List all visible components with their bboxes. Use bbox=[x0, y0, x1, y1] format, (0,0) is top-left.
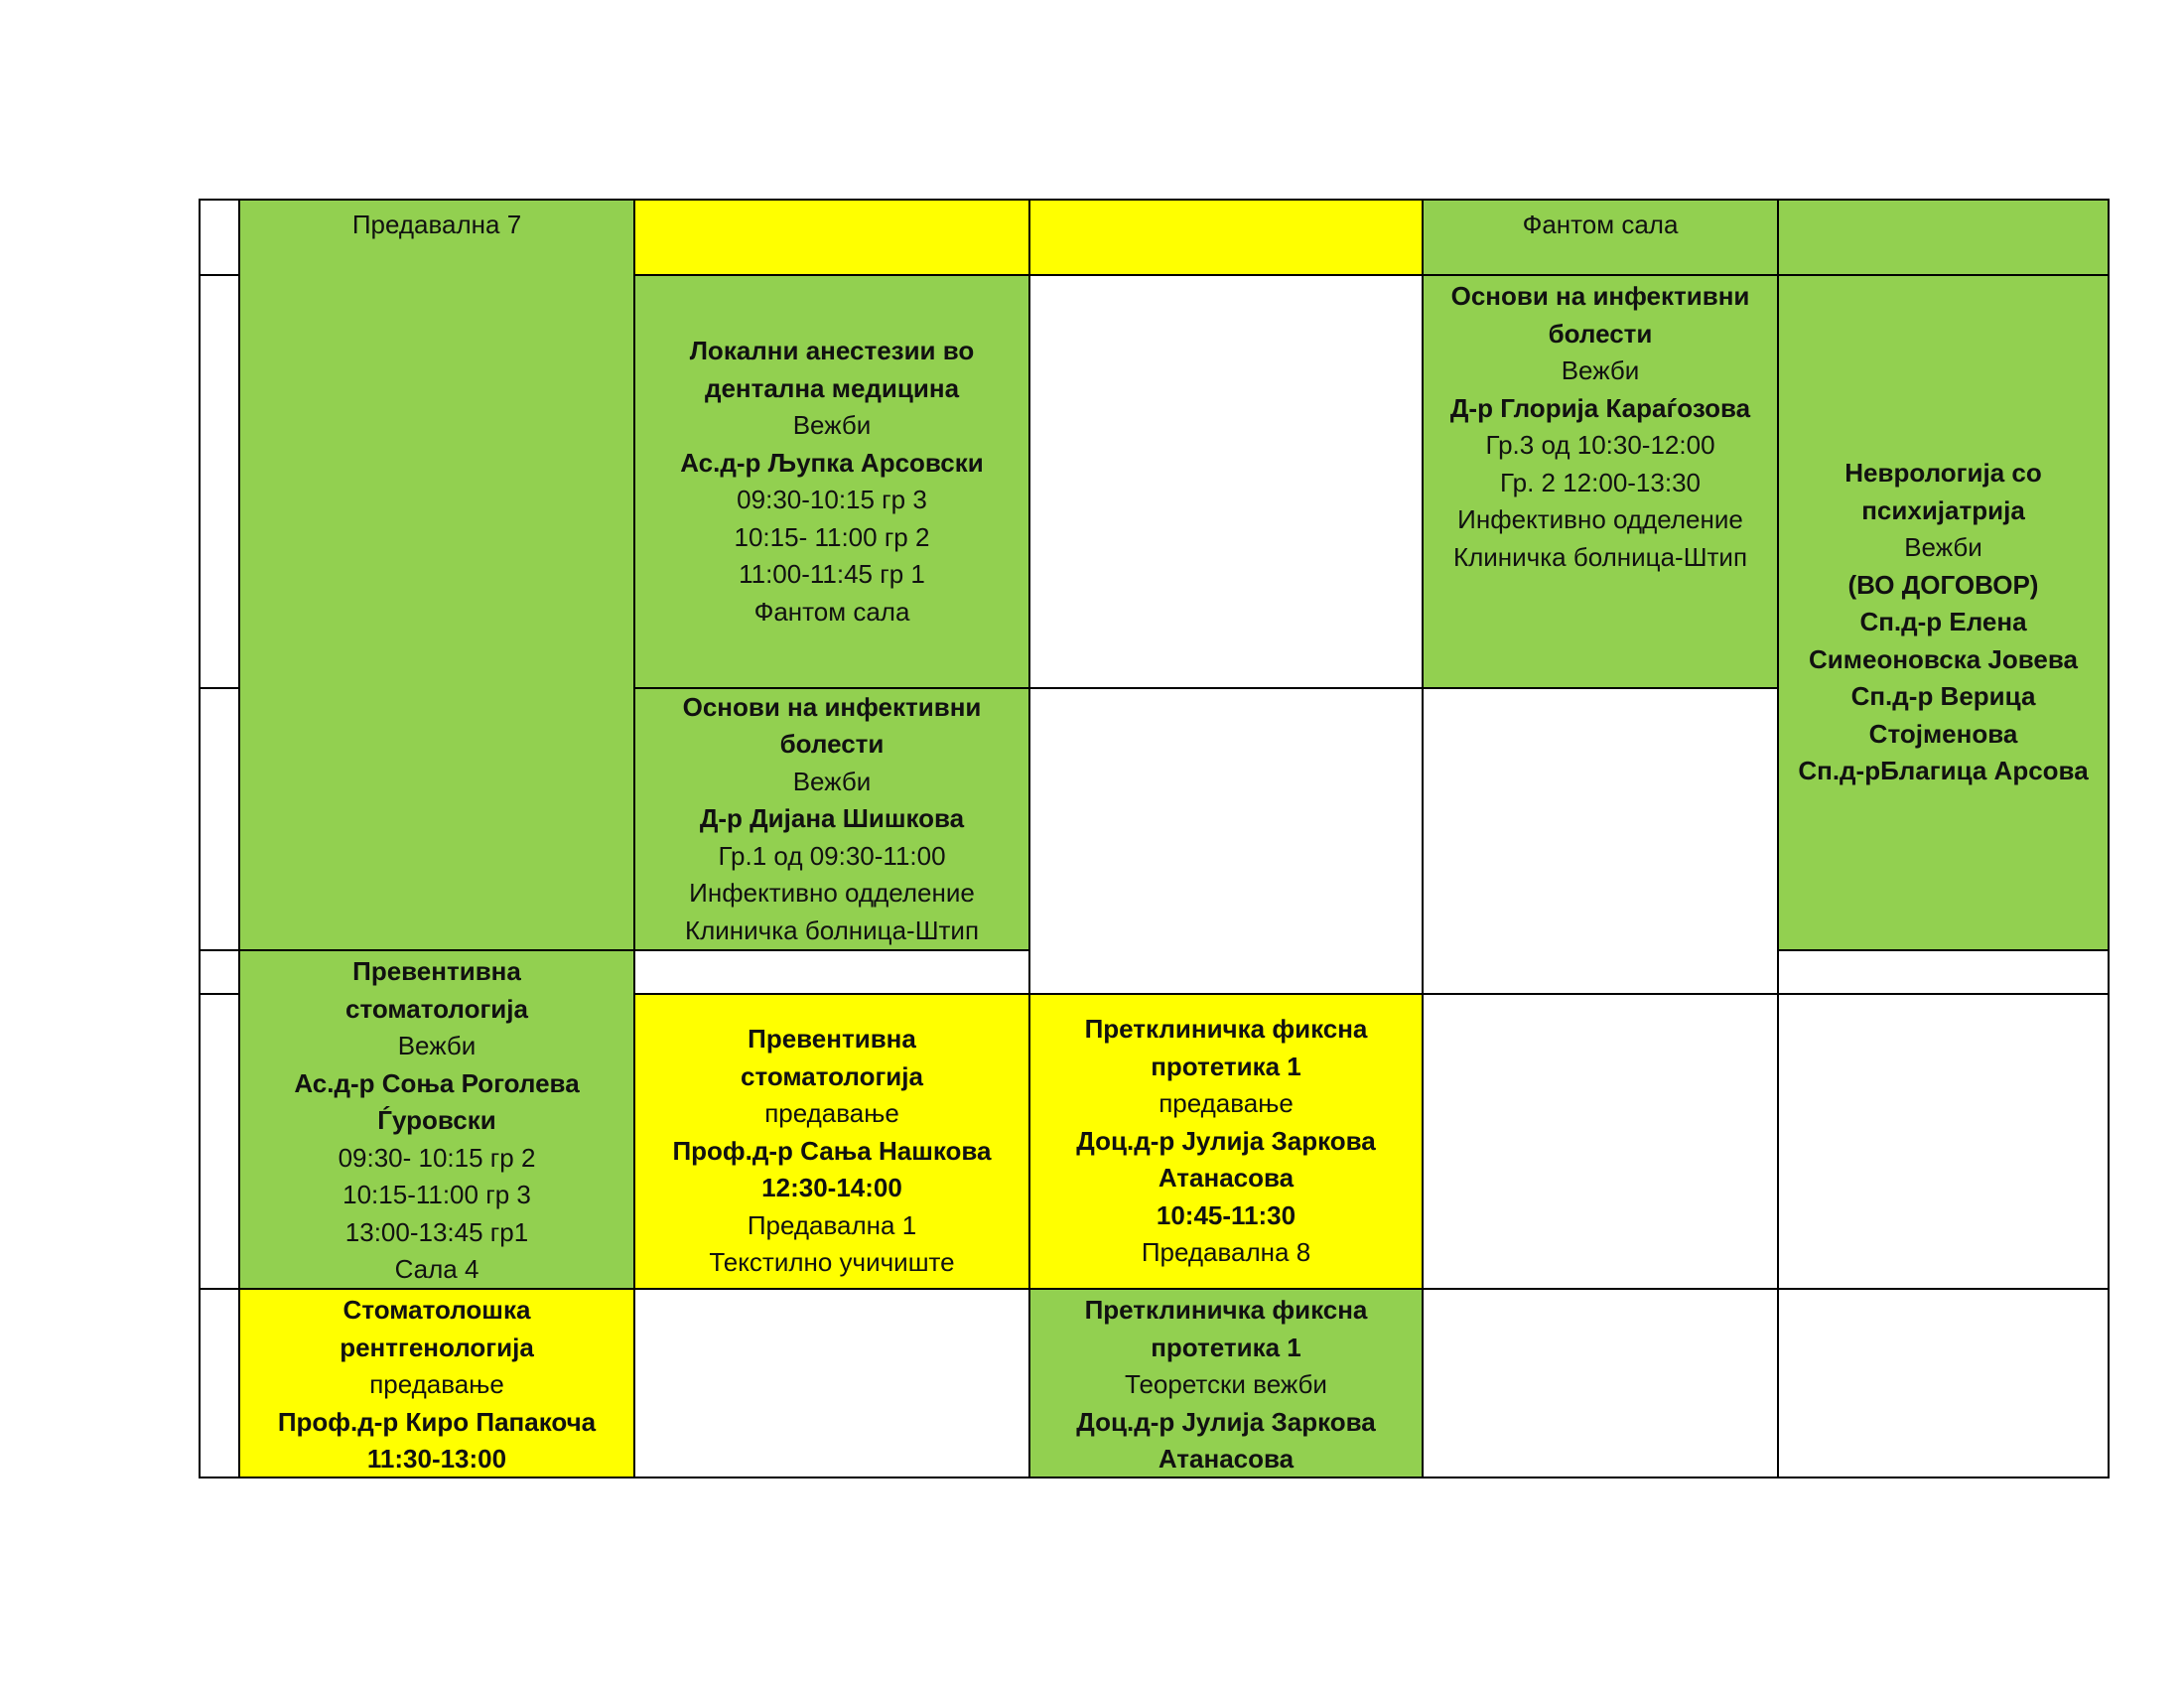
time-cell-row1 bbox=[199, 199, 240, 276]
cell-text-line: Ас.д-р Љупка Арсовски bbox=[680, 447, 984, 478]
cell-text-line: Гр.1 од 09:30-11:00 bbox=[718, 840, 946, 871]
cell-text-line: Вежби bbox=[792, 766, 872, 796]
cell-text-line: Претклиничка фиксна bbox=[1084, 1014, 1368, 1045]
cell-text-line: 09:30- 10:15 гр 2 bbox=[338, 1142, 536, 1173]
cell-text-line: Локални анестезии во bbox=[689, 336, 975, 365]
cell-text-line: предавање bbox=[1159, 1088, 1294, 1119]
cell-text-line: Гр. 2 12:00-13:30 bbox=[1500, 467, 1701, 497]
cell-empty-col5-row4 bbox=[1777, 949, 2110, 995]
cell-text-line: Стојменова bbox=[1868, 718, 2018, 749]
cell-text-line: Доц.д-р Јулија Заркова bbox=[1076, 1125, 1376, 1156]
cell-text-line: Клиничка болница-Штип bbox=[1452, 541, 1748, 572]
cell-text-line: Сала 4 bbox=[394, 1254, 479, 1284]
cell-text-line: Доц.д-р Јулија Заркова bbox=[1076, 1406, 1376, 1437]
cell-text-line: Проф.д-р Киро Папакоча bbox=[277, 1406, 597, 1437]
cell-local-anesthesia bbox=[633, 274, 1030, 689]
cell-text-line: Симеоновска Јовева bbox=[1809, 643, 2078, 674]
cell-text-line: Вежби bbox=[397, 1031, 477, 1060]
cell-text-line: 12:30-14:00 bbox=[761, 1173, 902, 1203]
cell-text-line: Ас.д-р Соња Роголева bbox=[294, 1067, 580, 1098]
cell-text-line: Претклиничка фиксна bbox=[1084, 1295, 1368, 1325]
cell-text-line: Клиничка болница-Штип bbox=[684, 914, 980, 945]
cell-text-line: болести bbox=[1548, 318, 1653, 349]
cell-text-line: психијатрија bbox=[1861, 494, 2025, 525]
header-phantom-hall: Фантом сала bbox=[1522, 210, 1679, 239]
cell-text-line: протетика 1 bbox=[1151, 1332, 1301, 1362]
schedule-table bbox=[199, 199, 2110, 1478]
cell-empty-col4-row6 bbox=[1422, 1288, 1779, 1478]
cell-text-line: Превентивна bbox=[748, 1024, 916, 1055]
cell-neurology-psychiatry bbox=[1777, 274, 2110, 951]
cell-text-line: предавање bbox=[369, 1369, 504, 1399]
cell-text-line: Атанасова bbox=[1158, 1163, 1295, 1194]
cell-text-line: Инфективно одделение bbox=[1457, 504, 1743, 534]
cell-text-line: стоматологија bbox=[345, 993, 528, 1024]
cell-text-line: Текстилно учичиште bbox=[709, 1247, 955, 1278]
cell-text-line: Вежби bbox=[792, 410, 872, 440]
cell-empty-col2-row6 bbox=[633, 1288, 1030, 1478]
cell-text-line: (ВО ДОГОВОР) bbox=[1847, 569, 2039, 600]
cell-text-line: 10:15- 11:00 гр 2 bbox=[734, 521, 930, 552]
cell-preclinical-lecture bbox=[1028, 993, 1424, 1290]
cell-text-line: болести bbox=[779, 729, 885, 760]
cell-text-line: Превентивна bbox=[352, 956, 521, 986]
cell-text-line: дентална медицина bbox=[704, 372, 960, 403]
cell-empty-col5-row5 bbox=[1777, 993, 2110, 1290]
cell-text-line: Основи на инфективни bbox=[1450, 281, 1750, 311]
cell-text-line: 09:30-10:15 гр 3 bbox=[737, 485, 927, 514]
cell-empty-col4-row3 bbox=[1422, 687, 1779, 995]
cell-text-line: Атанасова bbox=[1158, 1444, 1295, 1474]
cell-empty-col3-row3 bbox=[1028, 687, 1424, 995]
cell-text-line: Основи на инфективни bbox=[682, 691, 982, 722]
header-cell-phantom-hall bbox=[1422, 199, 1779, 276]
cell-text-line: 11:30-13:00 bbox=[366, 1444, 507, 1474]
header-room-7: Предавална 7 bbox=[351, 210, 522, 239]
cell-text-line: Вежби bbox=[1904, 532, 1982, 563]
cell-preventive-lecture bbox=[633, 993, 1030, 1290]
time-cell-row3 bbox=[199, 687, 240, 951]
cell-text-line: Проф.д-р Сања Нашкова bbox=[672, 1135, 992, 1166]
cell-preventive-exercises bbox=[238, 949, 635, 1290]
cell-text-line: Д-р Глорија Караѓозова bbox=[1449, 392, 1751, 423]
cell-text-line: Неврологија со bbox=[1844, 458, 2042, 489]
cell-text-line: Предавална 8 bbox=[1141, 1237, 1311, 1268]
cell-preclinical-theory bbox=[1028, 1288, 1424, 1478]
cell-text-line: Фантом сала bbox=[753, 596, 910, 627]
cell-text-line: 10:15-11:00 гр 3 bbox=[342, 1180, 531, 1209]
cell-text-line: Сп.д-рБлагица Арсова bbox=[1798, 756, 2089, 786]
cell-text-line: предавање bbox=[764, 1098, 899, 1129]
cell-text-line: стоматологија bbox=[741, 1060, 923, 1091]
cell-empty-col3-row2 bbox=[1028, 274, 1424, 689]
cell-text-line: Сп.д-р Елена bbox=[1859, 607, 2027, 637]
cell-text-line: Вежби bbox=[1561, 355, 1640, 385]
cell-text-line: рентгенологија bbox=[340, 1332, 534, 1362]
time-cell-row2 bbox=[199, 274, 240, 689]
cell-radiology-lecture bbox=[238, 1288, 635, 1478]
cell-text-line: 10:45-11:30 bbox=[1156, 1199, 1297, 1230]
time-cell-row5 bbox=[199, 993, 240, 1290]
cell-text-line: протетика 1 bbox=[1151, 1051, 1301, 1081]
cell-text-line: Гр.3 од 10:30-12:00 bbox=[1485, 430, 1715, 460]
time-cell-row4 bbox=[199, 949, 240, 995]
cell-text-line: Д-р Дијана Шишкова bbox=[699, 803, 965, 834]
cell-text-line: Сп.д-р Верица bbox=[1850, 681, 2036, 712]
cell-text-line: Стоматолошка bbox=[342, 1295, 531, 1325]
cell-empty-col2-row4 bbox=[633, 949, 1030, 995]
cell-text-line: Инфективно одделение bbox=[689, 878, 975, 909]
cell-text-line: Предавална 1 bbox=[747, 1209, 917, 1240]
cell-text-line: Ѓуровски bbox=[377, 1105, 496, 1135]
cell-text-line: Теоретски вежби bbox=[1125, 1369, 1327, 1399]
cell-text-line: 13:00-13:45 гр1 bbox=[344, 1216, 529, 1247]
time-cell-row6 bbox=[199, 1288, 240, 1478]
cell-empty-col4-row5 bbox=[1422, 993, 1779, 1290]
header-cell-room-7 bbox=[238, 199, 635, 951]
cell-empty-col5-row6 bbox=[1777, 1288, 2110, 1478]
cell-text-line: 11:00-11:45 гр 1 bbox=[739, 559, 925, 589]
header-cell-col2 bbox=[633, 199, 1030, 276]
header-cell-col5 bbox=[1777, 199, 2110, 276]
cell-infectious-diseases-group1 bbox=[633, 687, 1030, 951]
header-cell-col3 bbox=[1028, 199, 1424, 276]
cell-infectious-diseases-groups bbox=[1422, 274, 1779, 689]
